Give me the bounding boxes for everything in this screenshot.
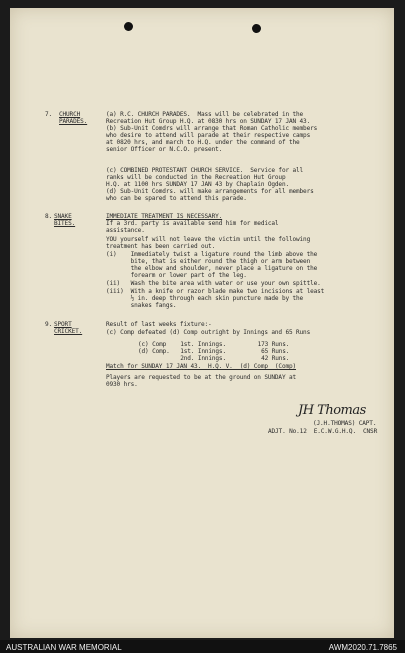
section-8-heading: SNAKE — [54, 213, 72, 220]
punch-hole — [252, 24, 261, 33]
section-8-line: the elbow and shoulder, never place a ligature on the — [106, 265, 318, 272]
section-7-line: ranks will be conducted in the Recreation Hut Group — [106, 174, 286, 181]
section-9-line: Players are requested to be at the ground on SUNDAY at — [106, 374, 297, 381]
section-8-line: (iii) With a knife or razor blade make two incisions at least — [106, 288, 325, 295]
section-8-heading: BITES. — [54, 220, 76, 227]
section-8-line: assistance. — [106, 227, 145, 234]
section-9-score-line: 2nd. Innings. 42 Runs. — [138, 355, 290, 362]
section-8-line: (ii) Wash the bite area with water or use your own spittle. — [106, 280, 321, 287]
section-7-line: (d) Sub-Unit Comdrs. will make arrangements for all members — [106, 188, 314, 195]
handwritten-signature: JH Thomas — [298, 403, 366, 418]
section-9-heading: SPORT — [54, 321, 72, 328]
section-7-heading: CHURCH — [59, 111, 81, 118]
section-7-number: 7. — [45, 111, 53, 118]
section-9-score-line: (d) Comp. 1st. Innings. 65 Runs. — [138, 348, 290, 355]
section-9-line: (c) Comp defeated (d) Comp outright by Innings and 65 Runs — [106, 329, 311, 336]
punch-hole — [124, 22, 133, 31]
signatory-title: ADJT. No.12 E.C.W.G.H.Q. CNSR — [268, 428, 378, 435]
section-9-heading: CRICKET. — [54, 328, 83, 335]
section-8-line: IMMEDIATE TREATMENT IS NECESSARY. — [106, 213, 223, 220]
section-8-line: YOU yourself will not leave the victim until the following — [106, 236, 311, 243]
section-7-line: at 0820 hrs, and march to H.Q. under the command of the — [106, 139, 300, 146]
section-7-line: H.Q. at 1100 hrs SUNDAY 17 JAN 43 by Chaplain Ogden. — [106, 181, 289, 188]
section-7-line: who can be spared to attend this parade. — [106, 195, 247, 202]
section-8-line: snakes fangs. — [106, 302, 177, 309]
section-9-number: 9. — [45, 321, 53, 328]
section-8-line: If a 3rd. party is available send him for medical — [106, 220, 279, 227]
section-9-line: 0930 hrs. — [106, 381, 138, 388]
section-7-line: who desire to attend will parade at their respective camps — [106, 132, 311, 139]
section-7-line: Recreation Hut Group H.Q. at 0830 hrs on SUNDAY 17 JAN 43. — [106, 118, 311, 125]
section-8-line: ½ in. deep through each skin puncture made by the — [106, 295, 304, 302]
document-page — [10, 8, 394, 638]
footer-credit: AUSTRALIAN WAR MEMORIAL — [6, 643, 122, 652]
section-7-heading: PARADES. — [59, 118, 88, 125]
section-7-line: (b) Sub-Unit Comdrs will arrange that Roman Catholic members — [106, 125, 318, 132]
signatory-name: (J.H.THOMAS) CAPT. — [313, 420, 377, 427]
section-8-line: treatment has been carried out. — [106, 243, 216, 250]
section-7-line: senior Officer or N.C.O. present. — [106, 146, 223, 153]
section-8-line: (i) Immediately twist a ligature round the limb above the — [106, 251, 318, 258]
section-8-line: forearm or lower part of the leg. — [106, 272, 247, 279]
section-9-line: Result of last weeks fixture:- — [106, 321, 212, 328]
section-7-line: (a) R.C. CHURCH PARADES. Mass will be celebrated in the — [106, 111, 304, 118]
section-7-line: (c) COMBINED PROTESTANT CHURCH SERVICE. Service for all — [106, 167, 304, 174]
section-8-number: 8. — [45, 213, 53, 220]
footer-bar — [0, 640, 405, 653]
section-9-line: Match for SUNDAY 17 JAN 43. H.Q. V. (d) Comp (Comp) — [106, 363, 297, 370]
section-8-line: bite, that is either round the thigh or arm between — [106, 258, 311, 265]
section-9-score-line: (c) Comp 1st. Innings. 173 Runs. — [138, 341, 290, 348]
footer-accession-number: AWM2020.71.7865 — [328, 643, 397, 652]
